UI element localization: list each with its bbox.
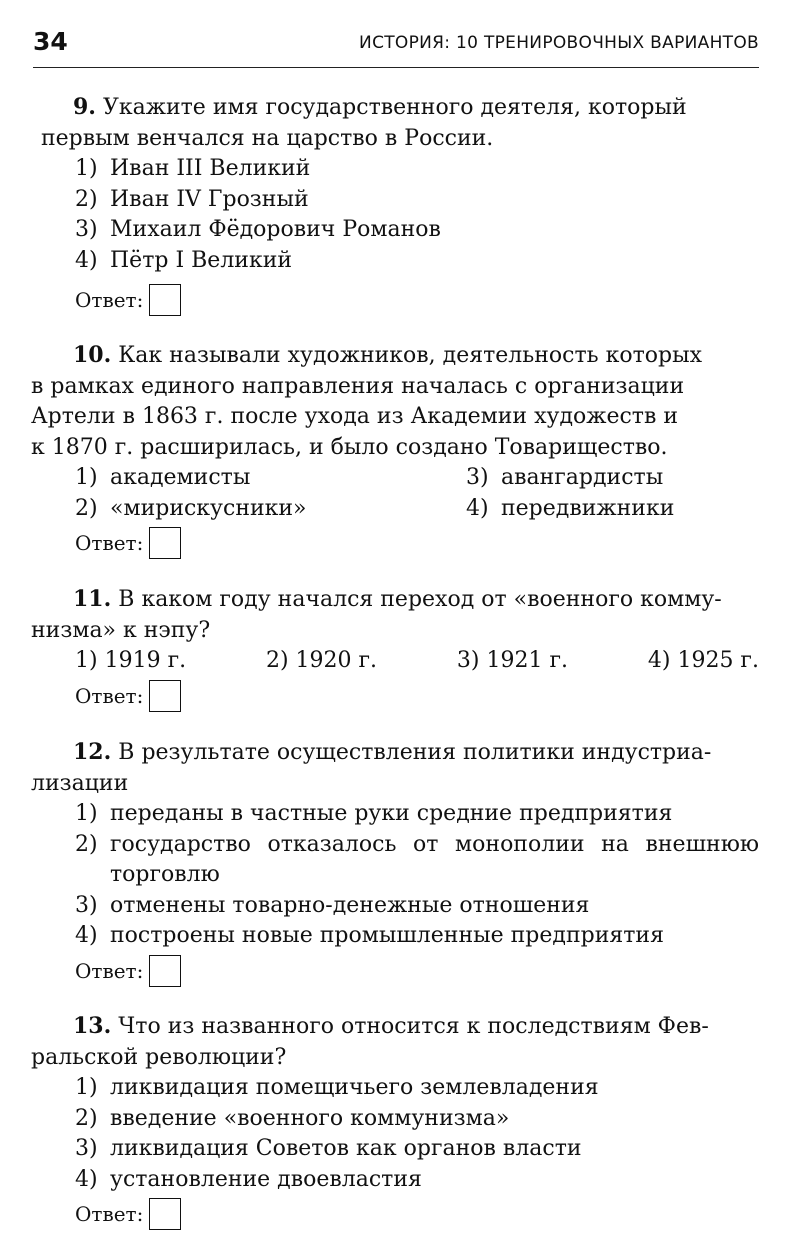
- option-text: 1925 г.: [677, 648, 759, 673]
- answer-box[interactable]: [149, 680, 181, 712]
- question-line: Как называли художников, деятельность которых: [118, 343, 703, 368]
- option-4: [466, 494, 759, 525]
- option-number: 4): [75, 923, 98, 948]
- options-list: [75, 154, 759, 276]
- answer-12: [75, 955, 181, 987]
- option-text: построены новые промышленные предприятия: [110, 923, 664, 948]
- option-2: [75, 494, 466, 525]
- option-text: установление двоевластия: [110, 1166, 422, 1192]
- answer-label: Ответ:: [75, 959, 144, 983]
- page-header: [33, 27, 759, 68]
- option-text: 1920 г.: [295, 648, 378, 673]
- option-number: 3): [456, 648, 480, 673]
- option-4: [648, 646, 759, 677]
- option-number: 4): [466, 495, 489, 521]
- option-text: академисты: [110, 465, 251, 490]
- option-1: [75, 646, 186, 677]
- question-9-text: [41, 92, 759, 154]
- question-number: 10.: [73, 342, 112, 368]
- option-2: [75, 1104, 759, 1135]
- option-2: [75, 185, 759, 216]
- option-number: 3): [466, 465, 489, 490]
- option-text: Михаил Фёдорович Романов: [110, 217, 441, 242]
- option-text: авангардисты: [501, 465, 664, 490]
- option-number: 3): [75, 217, 98, 242]
- option-3: [75, 215, 759, 246]
- option-text: Иван III Великий: [110, 156, 311, 181]
- answer-9: [75, 284, 181, 316]
- answer-box[interactable]: [149, 955, 181, 987]
- option-3: [457, 646, 568, 677]
- option-number: 1): [75, 648, 98, 673]
- option-text: ликвидация Советов как органов власти: [110, 1136, 582, 1161]
- option-text: Пётр I Великий: [110, 247, 293, 273]
- option-text: ликвидация помещичьего землевладения: [110, 1075, 599, 1100]
- option-text: Иван IV Грозный: [110, 186, 309, 212]
- option-2: [75, 830, 759, 891]
- question-line: к 1870 г. расширилась, и было создано Товарищество.: [31, 434, 668, 460]
- option-number: 4): [75, 1166, 98, 1192]
- question-line: в рамках единого направления началась с организации: [31, 373, 685, 399]
- option-text: переданы в частные руки средние предприятия: [110, 801, 673, 826]
- option-4: [75, 1165, 759, 1196]
- option-3: [75, 1134, 759, 1165]
- option-number: 2): [75, 831, 98, 857]
- answer-10: [75, 527, 181, 559]
- question-number: 9.: [73, 94, 96, 120]
- question-number: 13.: [73, 1013, 112, 1039]
- question-number: 12.: [73, 739, 112, 765]
- answer-label: Ответ:: [75, 684, 144, 708]
- option-number: 3): [75, 1136, 98, 1161]
- option-1: [75, 463, 466, 494]
- question-line: лизации: [31, 770, 129, 796]
- option-text: 1921 г.: [486, 648, 569, 673]
- option-text: введение «военного коммунизма»: [110, 1105, 510, 1131]
- question-10: [31, 340, 759, 524]
- answer-label: Ответ:: [75, 1202, 144, 1226]
- option-1: [75, 799, 759, 830]
- option-number: 2): [75, 495, 98, 521]
- option-2: [266, 646, 377, 677]
- option-number: 3): [75, 892, 98, 918]
- option-text: передвижники: [501, 495, 675, 521]
- option-number: 1): [75, 801, 98, 826]
- option-number: 4): [647, 648, 671, 673]
- option-4: [75, 921, 759, 952]
- question-9: [41, 92, 759, 276]
- answer-label: Ответ:: [75, 531, 144, 555]
- question-number: 11.: [73, 586, 112, 612]
- question-line: низма» к нэпу?: [31, 617, 211, 643]
- running-title: ИСТОРИЯ: 10 ТРЕНИРОВОЧНЫХ ВАРИАНТОВ: [359, 33, 759, 53]
- option-number: 1): [75, 465, 98, 490]
- option-3: [466, 463, 759, 494]
- question-12: [31, 737, 759, 952]
- option-number: 2): [75, 186, 98, 212]
- question-line: Что из названного относится к последствиям Фев-: [118, 1014, 709, 1039]
- question-line: первым венчался на царство в России.: [41, 125, 494, 151]
- question-11-text: [31, 584, 759, 646]
- option-4: [75, 246, 759, 277]
- options-list: [75, 1073, 759, 1195]
- option-3: [75, 891, 759, 922]
- option-1: [75, 154, 759, 185]
- question-11: [31, 584, 759, 677]
- option-text: государство отказалось от монополии на внешнюю торговлю: [110, 831, 759, 887]
- question-13-text: [31, 1011, 759, 1073]
- options-list: [75, 463, 759, 524]
- option-number: 2): [75, 1105, 98, 1131]
- option-text: «мирискусники»: [110, 495, 307, 521]
- answer-box[interactable]: [149, 527, 181, 559]
- answer-11: [75, 680, 181, 712]
- question-13: [31, 1011, 759, 1195]
- option-number: 1): [75, 1075, 98, 1100]
- answer-box[interactable]: [149, 284, 181, 316]
- question-10-text: [31, 340, 759, 463]
- option-text: 1919 г.: [104, 648, 187, 673]
- question-12-text: [31, 737, 759, 799]
- answer-label: Ответ:: [75, 288, 144, 312]
- options-list: [75, 799, 759, 952]
- answer-13: [75, 1198, 181, 1230]
- option-text: отменены товарно-денежные отношения: [110, 892, 590, 918]
- option-number: 1): [75, 156, 98, 181]
- question-line: Артели в 1863 г. после ухода из Академии художеств и: [31, 404, 679, 429]
- option-1: [75, 1073, 759, 1104]
- question-line: Укажите имя государственного деятеля, который: [102, 95, 687, 120]
- option-number: 2): [265, 648, 289, 673]
- question-line: В каком году начался переход от «военного комму-: [118, 587, 722, 612]
- page-number: 34: [33, 27, 68, 56]
- options-list: [75, 646, 759, 677]
- question-line: В результате осуществления политики индустриа-: [118, 740, 712, 765]
- option-number: 4): [75, 247, 98, 273]
- answer-box[interactable]: [149, 1198, 181, 1230]
- question-line: ральской революции?: [31, 1044, 287, 1070]
